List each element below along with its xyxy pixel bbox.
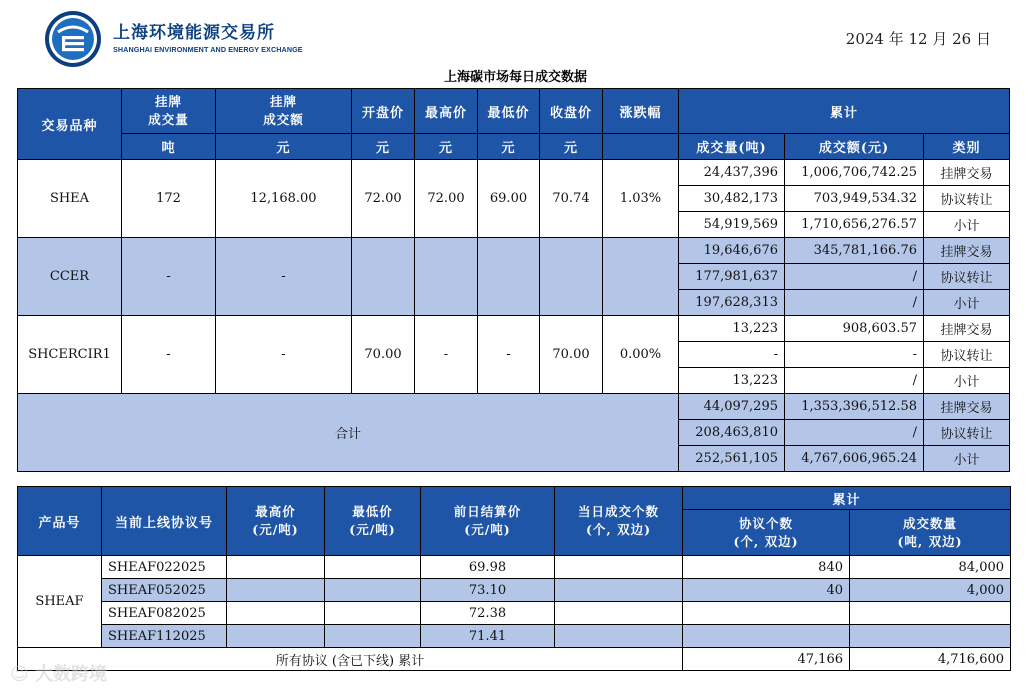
cum-amount: 908,603.57 — [785, 316, 924, 342]
table-row — [18, 160, 1010, 186]
cum-amount: 1,006,706,742.25 — [785, 160, 924, 186]
listed-amount: - — [216, 316, 352, 394]
listed-volume: - — [122, 316, 216, 394]
high-price — [415, 238, 478, 316]
brand-name-en: SHANGHAI ENVIRONMENT AND ENERGY EXCHANGE — [113, 45, 303, 54]
header-low: 最低价 (元/吨) — [325, 487, 421, 556]
total-volume: 44,097,295 — [679, 394, 785, 420]
daily-trading-table — [17, 88, 1010, 472]
low-price: 69.00 — [478, 160, 540, 238]
change-pct: 1.03% — [603, 160, 679, 238]
header-product: 产品号 — [18, 487, 102, 556]
cum-volume: 197,628,313 — [679, 290, 785, 316]
low-price — [325, 602, 421, 625]
cum-amount: 345,781,166.76 — [785, 238, 924, 264]
watermark-icon: ☺ — [10, 664, 29, 685]
open-price: 72.00 — [352, 160, 415, 238]
cum-volume: 13,223 — [679, 368, 785, 394]
unit-change — [603, 134, 679, 160]
cum-volume: 177,981,637 — [679, 264, 785, 290]
total-amount: 4,767,606,965.24 — [785, 446, 924, 472]
listed-amount: - — [216, 238, 352, 316]
cum-qty — [850, 625, 1011, 648]
cum-volume: 19,646,676 — [679, 238, 785, 264]
header-cum-amount: 成交额(元) — [785, 134, 924, 160]
cum-type: 小计 — [924, 212, 1010, 238]
header-cum-type: 类别 — [924, 134, 1010, 160]
header-low-price: 最低价 — [478, 89, 540, 134]
change-pct: 0.00% — [603, 316, 679, 394]
listed-volume: 172 — [122, 160, 216, 238]
unit-high: 元 — [415, 134, 478, 160]
listed-amount: 12,168.00 — [216, 160, 352, 238]
close-price: 70.00 — [540, 316, 603, 394]
change-pct — [603, 238, 679, 316]
cum-qty — [850, 602, 1011, 625]
listed-volume: - — [122, 238, 216, 316]
high-price: - — [415, 316, 478, 394]
cum-type: 协议转让 — [924, 264, 1010, 290]
table-row — [18, 625, 1011, 648]
table-row — [18, 579, 1011, 602]
cum-type: 挂牌交易 — [924, 316, 1010, 342]
total-type: 小计 — [924, 446, 1010, 472]
header-change: 涨跌幅 — [603, 89, 679, 134]
total-label: 合计 — [18, 394, 679, 472]
exchange-logo-icon — [44, 10, 102, 68]
report-title: 上海碳市场每日成交数据 — [443, 70, 587, 85]
today-count — [555, 556, 683, 579]
total-volume: 208,463,810 — [679, 420, 785, 446]
table-row — [18, 602, 1011, 625]
close-price — [540, 238, 603, 316]
total-label: 所有协议 (含已下线) 累计 — [18, 648, 683, 671]
table-row-total — [18, 394, 1010, 420]
variety-name: SHCERCIR1 — [18, 316, 122, 394]
total-qty: 4,716,600 — [850, 648, 1011, 671]
cum-volume: 13,223 — [679, 316, 785, 342]
low-price — [325, 625, 421, 648]
header-close-price: 收盘价 — [540, 89, 603, 134]
cum-type: 小计 — [924, 368, 1010, 394]
low-price: - — [478, 316, 540, 394]
report-date: 2024 年 12 月 26 日 — [845, 30, 991, 48]
cum-count — [683, 602, 850, 625]
low-price — [478, 238, 540, 316]
table-row — [18, 556, 1011, 579]
high-price — [227, 625, 325, 648]
total-amount: / — [785, 420, 924, 446]
cum-type: 挂牌交易 — [924, 160, 1010, 186]
high-price — [227, 556, 325, 579]
header-today-count: 当日成交个数 (个, 双边) — [555, 487, 683, 556]
unit-open: 元 — [352, 134, 415, 160]
total-volume: 252,561,105 — [679, 446, 785, 472]
cum-type: 小计 — [924, 290, 1010, 316]
cum-qty: 4,000 — [850, 579, 1011, 602]
low-price — [325, 556, 421, 579]
cum-volume: 24,437,396 — [679, 160, 785, 186]
watermark-label: 大数跨境 — [35, 664, 108, 685]
contract-code: SHEAF052025 — [102, 579, 227, 602]
product-code: SHEAF — [18, 556, 102, 648]
total-count: 47,166 — [683, 648, 850, 671]
header-contract: 当前上线协议号 — [102, 487, 227, 556]
today-count — [555, 579, 683, 602]
header-variety: 交易品种 — [18, 89, 122, 160]
page-header — [0, 0, 1031, 70]
contract-code: SHEAF082025 — [102, 602, 227, 625]
table-row — [18, 238, 1010, 264]
cum-amount: / — [785, 368, 924, 394]
unit-amount: 元 — [216, 134, 352, 160]
high-price — [227, 602, 325, 625]
cum-amount: 1,710,656,276.57 — [785, 212, 924, 238]
cum-amount: - — [785, 342, 924, 368]
header-cum-qty: 成交数量 (吨, 双边) — [850, 510, 1011, 556]
header-listed-volume: 挂牌 成交量 — [122, 89, 216, 134]
cum-volume: 54,919,569 — [679, 212, 785, 238]
total-amount: 1,353,396,512.58 — [785, 394, 924, 420]
today-count — [555, 625, 683, 648]
cum-count — [683, 625, 850, 648]
cum-count: 40 — [683, 579, 850, 602]
header-cumulative: 累计 — [679, 89, 1010, 134]
unit-close: 元 — [540, 134, 603, 160]
table-row-total — [18, 648, 1011, 671]
brand-name-cn: 上海环境能源交易所 — [113, 23, 275, 43]
cum-count: 840 — [683, 556, 850, 579]
settle-price: 71.41 — [421, 625, 555, 648]
cum-qty: 84,000 — [850, 556, 1011, 579]
header-settle: 前日结算价 (元/吨) — [421, 487, 555, 556]
today-count — [555, 602, 683, 625]
settle-price: 72.38 — [421, 602, 555, 625]
cum-volume: 30,482,173 — [679, 186, 785, 212]
unit-volume: 吨 — [122, 134, 216, 160]
table-row — [18, 316, 1010, 342]
open-price — [352, 238, 415, 316]
header-cum-volume: 成交量(吨) — [679, 134, 785, 160]
high-price: 72.00 — [415, 160, 478, 238]
header-open-price: 开盘价 — [352, 89, 415, 134]
header-high-price: 最高价 — [415, 89, 478, 134]
cum-type: 协议转让 — [924, 342, 1010, 368]
variety-name: SHEA — [18, 160, 122, 238]
close-price: 70.74 — [540, 160, 603, 238]
variety-name: CCER — [18, 238, 122, 316]
settle-price: 73.10 — [421, 579, 555, 602]
cum-amount: / — [785, 264, 924, 290]
header-cum-count: 协议个数 (个, 双边) — [683, 510, 850, 556]
cum-type: 协议转让 — [924, 186, 1010, 212]
header-high: 最高价 (元/吨) — [227, 487, 325, 556]
cum-type: 挂牌交易 — [924, 238, 1010, 264]
futures-agreement-table — [17, 486, 1011, 671]
contract-code: SHEAF022025 — [102, 556, 227, 579]
watermark-text — [10, 660, 107, 686]
total-type: 挂牌交易 — [924, 394, 1010, 420]
cum-amount: / — [785, 290, 924, 316]
open-price: 70.00 — [352, 316, 415, 394]
settle-price: 69.98 — [421, 556, 555, 579]
contract-code: SHEAF112025 — [102, 625, 227, 648]
cum-amount: 703,949,534.32 — [785, 186, 924, 212]
unit-low: 元 — [478, 134, 540, 160]
low-price — [325, 579, 421, 602]
total-type: 协议转让 — [924, 420, 1010, 446]
high-price — [227, 579, 325, 602]
header-listed-amount: 挂牌 成交额 — [216, 89, 352, 134]
cum-volume: - — [679, 342, 785, 368]
header-cumulative: 累计 — [683, 487, 1011, 510]
